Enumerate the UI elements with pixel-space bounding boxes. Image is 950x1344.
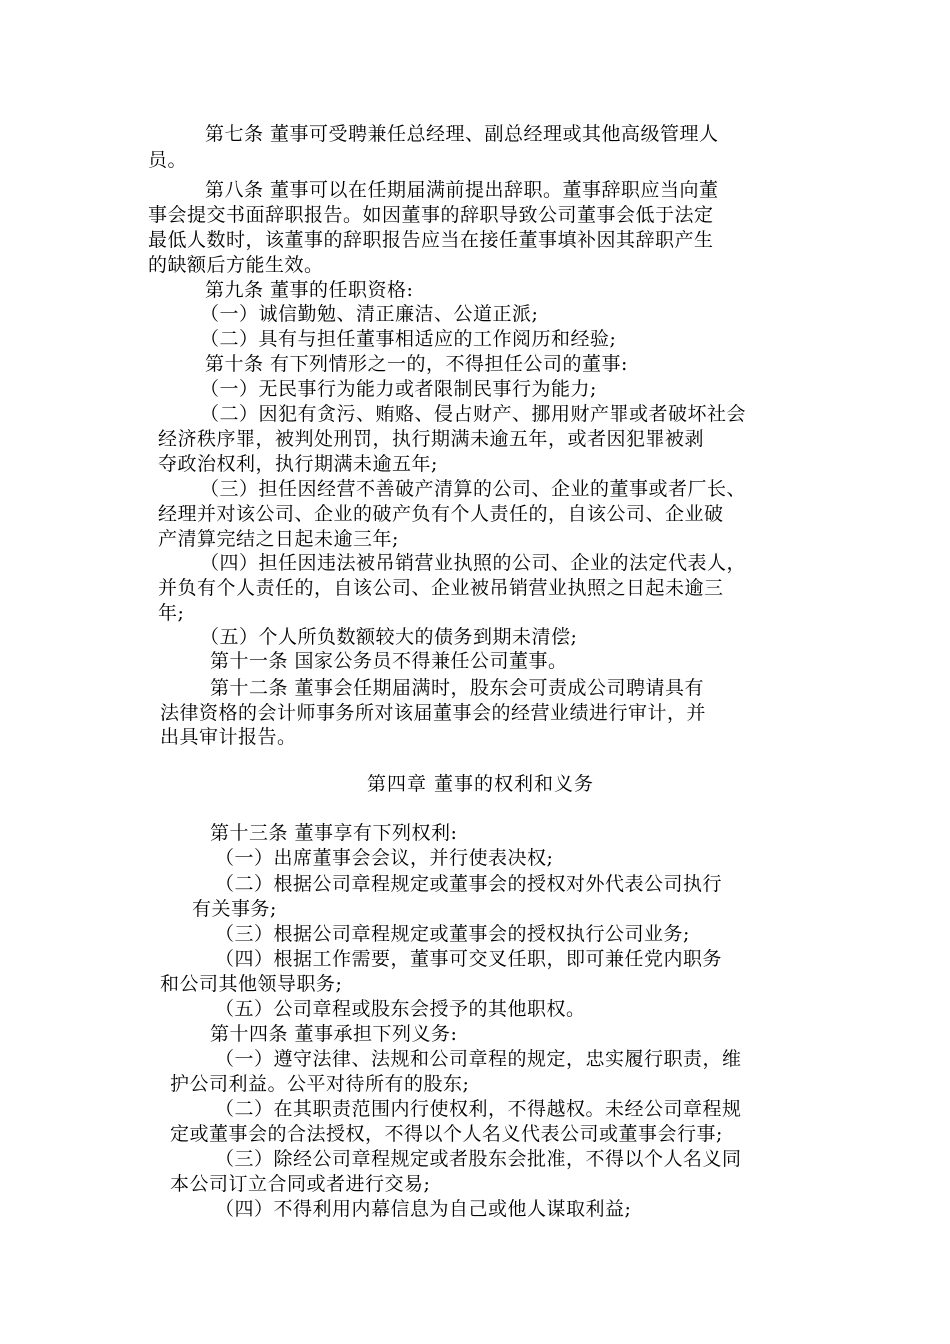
- article-10-item-3-line-3: 产清算完结之日起未逾三年;: [158, 528, 399, 550]
- article-14-item-1-line-2: 护公司利益。公平对待所有的股东;: [170, 1073, 470, 1095]
- article-10-heading: 第十条 有下列情形之一的，不得担任公司的董事:: [205, 353, 628, 375]
- article-10-item-2-line-2: 经济秩序罪，被判处刑罚，执行期满未逾五年，或者因犯罪被剥: [158, 428, 705, 450]
- article-13-heading: 第十三条 董事享有下列权利:: [210, 822, 458, 844]
- article-13-item-4-line-2: 和公司其他领导职务;: [160, 973, 343, 995]
- article-13-item-2-line-1: （二）根据公司章程规定或董事会的授权对外代表公司执行: [215, 873, 723, 895]
- article-10-item-4-line-1: （四）担任因违法被吊销营业执照的公司、企业的法定代表人，: [200, 552, 747, 574]
- article-10-item-2-line-3: 夺政治权利，执行期满未逾五年;: [158, 453, 438, 475]
- article-14-heading: 第十四条 董事承担下列义务:: [210, 1023, 458, 1045]
- article-14-item-3-line-1: （三）除经公司章程规定或者股东会批准，不得以个人名义同: [215, 1148, 742, 1170]
- article-9-item-1: （一）诚信勤勉、清正廉洁、公道正派;: [200, 303, 539, 325]
- article-8-line-2: 事会提交书面辞职报告。如因董事的辞职导致公司董事会低于法定: [148, 204, 714, 226]
- article-10-item-4-line-3: 年;: [158, 602, 185, 624]
- chapter-4-title: 第四章 董事的权利和义务: [367, 773, 595, 795]
- article-10-item-2-line-1: （二）因犯有贪污、贿赂、侵占财产、挪用财产罪或者破坏社会: [200, 403, 747, 425]
- article-10-item-5: （五）个人所负数额较大的债务到期未清偿;: [200, 626, 578, 648]
- article-10-item-1: （一）无民事行为能力或者限制民事行为能力;: [200, 378, 597, 400]
- article-10-item-3-line-2: 经理并对该公司、企业的破产负有个人责任的，自该公司、企业破: [158, 503, 724, 525]
- article-13-item-2-line-2: 有关事务;: [192, 898, 277, 920]
- article-7-line-2: 员。: [148, 149, 188, 171]
- article-12-line-3: 出具审计报告。: [160, 726, 297, 748]
- article-11: 第十一条 国家公务员不得兼任公司董事。: [210, 650, 568, 672]
- article-12-line-2: 法律资格的会计师事务所对该届董事会的经营业绩进行审计，并: [160, 702, 707, 724]
- article-8-line-3: 最低人数时，该董事的辞职报告应当在接任董事填补因其辞职产生: [148, 229, 714, 251]
- article-13-item-4-line-1: （四）根据工作需要，董事可交叉任职，即可兼任党内职务: [215, 948, 723, 970]
- article-10-item-3-line-1: （三）担任因经营不善破产清算的公司、企业的董事或者厂长、: [200, 478, 747, 500]
- article-14-item-1-line-1: （一）遵守法律、法规和公司章程的规定，忠实履行职责，维: [215, 1048, 742, 1070]
- article-12-line-1: 第十二条 董事会任期届满时，股东会可责成公司聘请具有: [210, 677, 705, 699]
- article-14-item-3-line-2: 本公司订立合同或者进行交易;: [170, 1173, 431, 1195]
- article-14-item-2-line-1: （二）在其职责范围内行使权利，不得越权。未经公司章程规: [215, 1098, 742, 1120]
- article-7-line-1: 第七条 董事可受聘兼任总经理、副总经理或其他高级管理人: [205, 123, 719, 145]
- article-9-item-2: （二）具有与担任董事相适应的工作阅历和经验;: [200, 328, 617, 350]
- article-8-line-4: 的缺额后方能生效。: [148, 254, 324, 276]
- article-14-item-4: （四）不得利用内幕信息为自己或他人谋取利益;: [215, 1198, 632, 1220]
- article-10-item-4-line-2: 并负有个人责任的，自该公司、企业被吊销营业执照之日起未逾三: [158, 577, 724, 599]
- article-8-line-1: 第八条 董事可以在任期届满前提出辞职。董事辞职应当向董: [205, 179, 719, 201]
- article-13-item-3: （三）根据公司章程规定或董事会的授权执行公司业务;: [215, 923, 690, 945]
- article-13-item-5: （五）公司章程或股东会授予的其他职权。: [215, 998, 586, 1020]
- article-13-item-1: （一）出席董事会会议，并行使表决权;: [215, 847, 554, 869]
- article-9-heading: 第九条 董事的任职资格:: [205, 279, 414, 301]
- article-14-item-2-line-2: 定或董事会的合法授权，不得以个人名义代表公司或董事会行事;: [170, 1123, 723, 1145]
